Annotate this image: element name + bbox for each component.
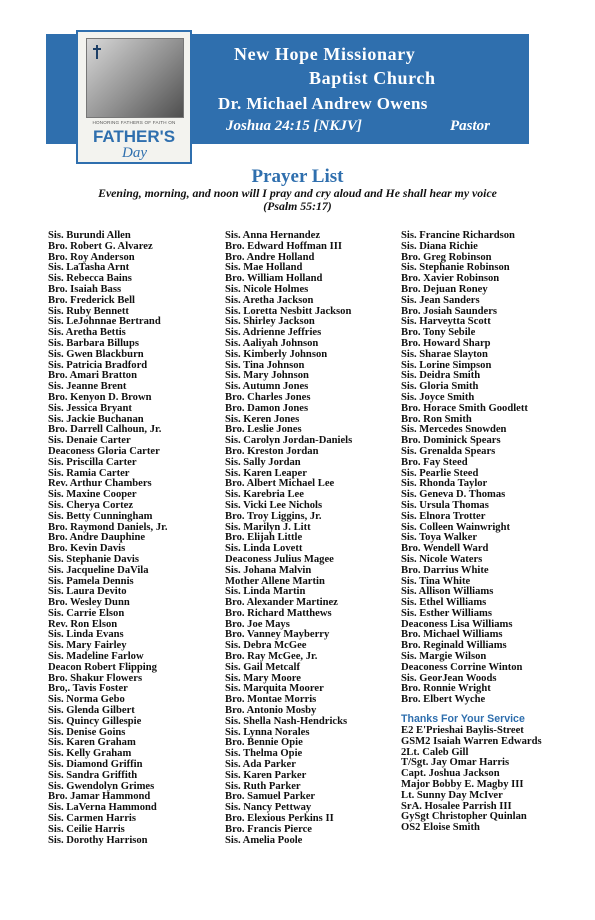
prayer-name: Sis. Barbara Billups [48, 337, 139, 349]
prayer-name: Sis. Sharae Slayton [401, 348, 488, 360]
names-column-2 [225, 231, 397, 846]
scripture-text: Evening, morning, and noon will I pray and cry aloud and He shall hear my voice [98, 186, 497, 200]
prayer-name: Bro. Roy Anderson [48, 251, 135, 263]
prayer-name: Sis. Deidra Smith [401, 370, 481, 382]
page-title: Prayer List [251, 166, 344, 187]
cross-icon [91, 44, 103, 60]
prayer-name: Sis. Ceilie Harris [48, 823, 125, 835]
prayer-name: Bro. Andre Dauphine [48, 532, 146, 544]
prayer-name: Sis. Aretha Jackson [225, 294, 314, 306]
prayer-name: Bro. Dominick Spears [401, 435, 501, 447]
prayer-name: Sis. Gwendolyn Grimes [48, 780, 155, 792]
prayer-name: Sis. Priscilla Carter [48, 456, 137, 468]
prayer-name: Sis. Norma Gebo [48, 694, 125, 706]
card-fathers: FATHER'S [92, 127, 176, 146]
prayer-name: Bro. Ronnie Wright [401, 683, 491, 695]
prayer-name: Sis. Grenalda Spears [401, 445, 496, 457]
prayer-name: Bro. Elexious Perkins II [225, 813, 334, 825]
prayer-name: Bro. Horace Smith Goodlett [401, 402, 528, 414]
prayer-name: Sis. Betty Cunningham [48, 510, 153, 522]
header [46, 30, 529, 164]
prayer-name: Sis. Jackie Buchanan [48, 413, 144, 425]
prayer-name: Sis. Denise Goins [48, 726, 126, 738]
prayer-name: Bro. Shakur Flowers [48, 672, 143, 684]
prayer-name: Bro. Kreston Jordan [225, 445, 319, 457]
prayer-name: Sis. Diana Richie [401, 240, 478, 252]
prayer-name: Sis. Shirley Jackson [225, 316, 315, 328]
prayer-name: Bro. Fay Steed [401, 456, 468, 468]
prayer-name: Sis. Mae Holland [225, 262, 303, 274]
prayer-name: Bro. Kevin Davis [48, 543, 126, 555]
prayer-name: Sis. Keren Jones [225, 413, 300, 425]
prayer-name: Sis. Allison Williams [401, 586, 494, 598]
prayer-name: Sis. Stephanie Davis [48, 553, 139, 565]
prayer-name: Sis. Kimberly Johnson [225, 348, 328, 360]
prayer-name: Sis. Aaliyah Johnson [225, 337, 319, 349]
service-member-name: GSM2 Isaiah Warren Edwards [401, 735, 542, 747]
prayer-name: Sis. Loretta Nesbitt Jackson [225, 305, 352, 317]
prayer-name: Bro. Richard Matthews [225, 607, 332, 619]
prayer-name: Sis. Maxine Cooper [48, 489, 137, 501]
prayer-name: Sis. Nancy Pettway [225, 802, 312, 814]
prayer-name: Bro. Howard Sharp [401, 337, 491, 349]
prayer-name: Sis. Tina White [401, 575, 471, 587]
prayer-name: Sis. Shella Nash-Hendricks [225, 715, 348, 727]
prayer-name: Sis. Karebria Lee [225, 489, 304, 501]
prayer-name: Bro. Greg Robinson [401, 251, 492, 263]
prayer-name: Sis. Ruby Bennett [48, 305, 129, 317]
prayer-name: Sis. Marquita Moorer [225, 683, 324, 695]
prayer-name: Sis. Marilyn J. Litt [225, 521, 311, 533]
service-member-name: GySgt Christopher Quinlan [401, 811, 527, 823]
prayer-name: Sis. LeJohnnae Bertrand [48, 316, 161, 328]
prayer-name: Sis. Gloria Smith [401, 381, 479, 393]
prayer-name: Bro. Antonio Mosby [225, 705, 317, 717]
prayer-name: Bro. Robert G. Alvarez [48, 240, 153, 252]
prayer-name: Deaconess Corrine Winton [401, 661, 523, 673]
prayer-name: Bro,. Tavis Foster [48, 683, 128, 695]
prayer-name: Sis. Vicki Lee Nichols [225, 499, 323, 511]
service-heading: Thanks For Your Service [401, 713, 525, 726]
service-member-name: T/Sgt. Jay Omar Harris [401, 757, 510, 769]
prayer-name: Sis. Margie Wilson [401, 651, 487, 663]
prayer-name: Sis. Madeline Farlow [48, 651, 144, 663]
prayer-name: Sis. LaTasha Arnt [48, 262, 130, 274]
prayer-name: Sis. Kelly Graham [48, 748, 132, 760]
prayer-name: Sis. Thelma Opie [225, 748, 303, 760]
prayer-name: Sis. Toya Walker [401, 532, 478, 544]
prayer-name: Bro. Joe Mays [225, 618, 290, 630]
prayer-name: Sis. Dorothy Harrison [48, 834, 148, 846]
prayer-name: Sis. Esther Williams [401, 607, 492, 619]
prayer-name: Sis. Geneva D. Thomas [401, 489, 506, 501]
prayer-name: Bro. Albert Michael Lee [225, 478, 335, 490]
prayer-name: Sis. Jean Sanders [401, 294, 480, 306]
prayer-name: Bro. Tony Sebile [401, 327, 476, 339]
father-child-photo [86, 38, 184, 118]
prayer-name: Sis. Debra McGee [225, 640, 307, 652]
prayer-name: Sis. Linda Martin [225, 586, 306, 598]
prayer-name: Sis. Linda Evans [48, 629, 124, 641]
prayer-name: Sis. Sally Jordan [225, 456, 301, 468]
service-member-name: E2 E'Prieshai Baylis-Street [401, 725, 524, 737]
prayer-name: Sis. Ruth Parker [225, 780, 301, 792]
prayer-name: Sis. Glenda Gilbert [48, 705, 135, 717]
prayer-name: Bro. Darrell Calhoun, Jr. [48, 424, 162, 436]
prayer-name: Deaconess Gloria Carter [48, 445, 160, 457]
prayer-name: Bro. Alexander Martinez [225, 597, 338, 609]
pastor-title: Pastor [450, 118, 491, 134]
prayer-name: Sis. Patricia Bradford [48, 359, 148, 371]
prayer-name: Sis. Jeanne Brent [48, 381, 127, 393]
prayer-name: Bro. Jamar Hammond [48, 791, 151, 803]
prayer-name: Bro. Edward Hoffman III [225, 240, 342, 252]
prayer-name: Sis. Ethel Williams [401, 597, 487, 609]
service-member-name: 2Lt. Caleb Gill [401, 746, 469, 758]
prayer-name: Sis. Mary Fairley [48, 640, 127, 652]
prayer-name: Bro. Xavier Robinson [401, 273, 500, 285]
prayer-name: Sis. Colleen Wainwright [401, 521, 510, 533]
prayer-name: Sis. Jessica Bryant [48, 402, 132, 414]
prayer-name: Sis. Gail Metcalf [225, 661, 301, 673]
prayer-name: Sis. Ada Parker [225, 759, 296, 771]
prayer-name: Sis. Joyce Smith [401, 391, 475, 403]
service-member-name: Major Bobby E. Magby III [401, 779, 524, 791]
prayer-name: Bro. Darrius White [401, 564, 489, 576]
prayer-name: Bro. Leslie Jones [225, 424, 302, 436]
prayer-name: Sis. Quincy Gillespie [48, 715, 142, 727]
prayer-name: Sis. Cherya Cortez [48, 499, 134, 511]
church-name-line1: New Hope Missionary [234, 44, 416, 64]
pastor-name: Dr. Michael Andrew Owens [218, 94, 428, 113]
prayer-name: Sis. Mercedes Snowden [401, 424, 507, 436]
prayer-name: Bro. Elijah Little [225, 532, 303, 544]
scripture [40, 187, 555, 213]
prayer-name: Sis. LaVerna Hammond [48, 802, 157, 814]
scripture-reference: (Psalm 55:17) [263, 199, 332, 213]
prayer-name: Bro. Andre Holland [225, 251, 315, 263]
prayer-name: Sis. Adrienne Jeffries [225, 327, 322, 339]
prayer-name: Bro. Samuel Parker [225, 791, 316, 803]
prayer-name: Deacon Robert Flipping [48, 661, 157, 673]
prayer-name: Sis. Ursula Thomas [401, 499, 489, 511]
prayer-name: Sis. Nicole Holmes [225, 283, 309, 295]
prayer-name: Sis. Carrie Elson [48, 607, 125, 619]
prayer-name: Bro. Charles Jones [225, 391, 311, 403]
service-member-name: SrA. Hosalee Parrish III [401, 800, 512, 812]
prayer-name: Sis. Linda Lovett [225, 543, 303, 555]
prayer-name: Bro. Reginald Williams [401, 640, 507, 652]
prayer-name: Bro. Frederick Bell [48, 294, 135, 306]
prayer-name: Sis. Denaie Carter [48, 435, 131, 447]
prayer-name: Sis. Harveytta Scott [401, 316, 491, 328]
prayer-name: Bro. Francis Pierce [225, 823, 312, 835]
prayer-name: Sis. Rebecca Bains [48, 273, 132, 285]
prayer-name: Bro. Elbert Wyche [401, 694, 486, 706]
prayer-name: Bro. Bennie Opie [225, 737, 303, 749]
prayer-name: Sis. Lynna Norales [225, 726, 310, 738]
prayer-name: Sis. Pamela Dennis [48, 575, 134, 587]
prayer-name: Sis. Autumn Jones [225, 381, 309, 393]
prayer-name: Sis. Karen Parker [225, 769, 307, 781]
prayer-name: Sis. Karen Leaper [225, 467, 307, 479]
prayer-name: Bro. Isaiah Bass [48, 283, 122, 295]
prayer-name: Sis. Karen Graham [48, 737, 136, 749]
fathers-day-card [76, 30, 192, 164]
prayer-name: Bro. Wesley Dunn [48, 597, 130, 609]
prayer-name: Sis. Mary Johnson [225, 370, 309, 382]
prayer-name: Sis. Tina Johnson [225, 359, 305, 371]
prayer-name: Bro. Damon Jones [225, 402, 309, 414]
prayer-name: Sis. Anna Hernandez [225, 230, 321, 241]
prayer-name: Bro. Josiah Saunders [401, 305, 498, 317]
prayer-name: Rev. Ron Elson [48, 618, 118, 630]
prayer-name: Sis. Mary Moore [225, 672, 302, 684]
names-column-3 [401, 231, 581, 834]
prayer-name: Bro. Michael Williams [401, 629, 503, 641]
prayer-name: Sis. Carmen Harris [48, 813, 136, 825]
prayer-name: Sis. Jacqueline DaVila [48, 564, 149, 576]
prayer-name: Sis. Johana Malvin [225, 564, 312, 576]
prayer-name: Sis. Stephanie Robinson [401, 262, 510, 274]
prayer-name: Deaconess Julius Magee [225, 553, 334, 565]
prayer-name: Rev. Arthur Chambers [48, 478, 152, 490]
prayer-name: Mother Allene Martin [225, 575, 325, 587]
prayer-name: Deaconess Lisa Williams [401, 618, 513, 630]
service-member-name: OS2 Eloise Smith [401, 822, 480, 834]
prayer-name: Bro. Troy Liggins, Jr. [225, 510, 322, 522]
prayer-name: Sis. Lorine Simpson [401, 359, 492, 371]
prayer-name: Sis. Burundi Allen [48, 230, 131, 241]
prayer-name: Sis. Nicole Waters [401, 553, 483, 565]
prayer-name: Sis. Gwen Blackburn [48, 348, 144, 360]
theme-verse: Joshua 24:15 [NKJV] [226, 118, 362, 134]
prayer-name: Bro. Wendell Ward [401, 543, 489, 555]
prayer-name: Bro. Ron Smith [401, 413, 472, 425]
prayer-name: Bro. Raymond Daniels, Jr. [48, 521, 168, 533]
prayer-name: Bro. William Holland [225, 273, 323, 285]
prayer-name: Sis. Diamond Griffin [48, 759, 143, 771]
prayer-name: Bro. Kenyon D. Brown [48, 391, 152, 403]
service-member-name: Capt. Joshua Jackson [401, 768, 500, 780]
prayer-name: Bro. Dejuan Roney [401, 283, 488, 295]
church-name-line2: Baptist Church [309, 68, 436, 88]
prayer-name: Sis. Laura Devito [48, 586, 127, 598]
prayer-name: Bro. Ray McGee, Jr. [225, 651, 318, 663]
prayer-name: Sis. Aretha Bettis [48, 327, 126, 339]
prayer-name: Sis. Sandra Griffith [48, 769, 138, 781]
prayer-name: Sis. GeorJean Woods [401, 672, 497, 684]
prayer-name: Bro. Amari Bratton [48, 370, 137, 382]
names-column-1 [48, 231, 220, 846]
card-day: Day [122, 145, 147, 161]
service-member-name: Lt. Sunny Day McIver [401, 789, 503, 801]
prayer-name: Bro. Montae Morris [225, 694, 317, 706]
prayer-name: Sis. Francine Richardson [401, 230, 515, 241]
prayer-name: Sis. Ramia Carter [48, 467, 130, 479]
prayer-name: Bro. Vanney Mayberry [225, 629, 330, 641]
prayer-name: Sis. Elnora Trotter [401, 510, 486, 522]
prayer-name: Sis. Amelia Poole [225, 834, 303, 846]
card-tagline: HONORING FATHERS OF FAITH ON [92, 120, 176, 125]
prayer-name: Sis. Rhonda Taylor [401, 478, 488, 490]
prayer-name: Sis. Pearlie Steed [401, 467, 479, 479]
prayer-name: Sis. Carolyn Jordan-Daniels [225, 435, 353, 447]
